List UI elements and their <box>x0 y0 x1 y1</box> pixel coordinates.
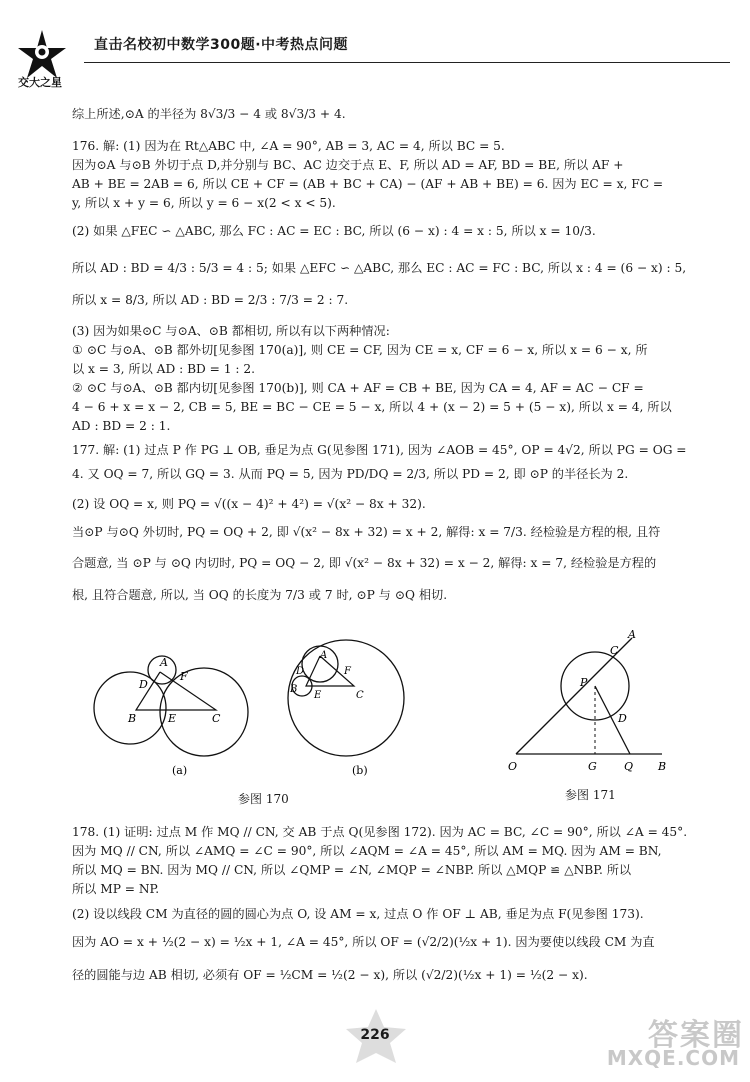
point-label: D <box>296 666 305 677</box>
header-rule <box>84 62 730 63</box>
text-line: 综上所述,⊙A 的半径为 8√3/3 − 4 或 8√3/3 + 4. <box>72 107 346 121</box>
text-line: 径的圆能与边 AB 相切, 必须有 OF = ½CM = ½(2 − x), 所以 (√2/2)(½x + 1) = ½(2 − x). <box>72 968 588 982</box>
figure-caption: 参图 171 <box>565 788 616 802</box>
text-line: 合题意, 当 ⊙P 与 ⊙Q 内切时, PQ = OQ − 2, 即 √(x² − 8x + 32) = x − 2, 解得: x = 7, 经检验是方程的 <box>72 556 657 570</box>
point-label: Q <box>624 760 634 773</box>
text-line: (3) 因为如果⊙C 与⊙A、⊙B 都相切, 所以有以下两种情况: <box>72 324 390 338</box>
text-line: 因为⊙A 与⊙B 外切于点 D,并分别与 BC、AC 边交于点 E、F, 所以 AD = AF, BD = BE, 所以 AF + <box>72 158 624 172</box>
text-line: 因为 MQ // CN, 所以 ∠AMQ = ∠C = 90°, 所以 ∠AQM = ∠A = 45°, 所以 AM = MQ. 因为 AM = BN, <box>72 844 662 858</box>
text-line: 因为 AO = x + ½(2 − x) = ½x + 1, ∠A = 45°, 所以 OF = (√2/2)(½x + 1). 因为要使以线段 CM 为直 <box>72 935 655 949</box>
point-label: D <box>139 678 148 691</box>
text-line: 以 x = 3, 所以 AD : BD = 1 : 2. <box>72 362 255 376</box>
subfigure-label: (a) <box>172 764 188 777</box>
text-line: ① ⊙C 与⊙A、⊙B 都外切[见参图 170(a)], 则 CE = CF, 因为 CE = x, CF = 6 − x, 所以 x = 6 − x, 所 <box>72 343 648 357</box>
point-label: A <box>320 650 328 661</box>
point-label: D <box>618 712 627 725</box>
text-line: 根, 且符合题意, 所以, 当 OQ 的长度为 7/3 或 7 时, ⊙P 与 ⊙Q 相切. <box>72 588 448 602</box>
text-line: 当⊙P 与⊙Q 外切时, PQ = OQ + 2, 即 √(x² − 8x + 32) = x + 2, 解得: x = 7/3. 经检验是方程的根, 且符 <box>72 525 661 539</box>
point-label: O <box>508 760 518 773</box>
text-line: 4. 又 OQ = 7, 所以 GQ = 3. 从而 PQ = 5, 因为 PD/DQ = 2/3, 所以 PD = 2, 即 ⊙P 的半径长为 2. <box>72 467 629 481</box>
subfigure-label: (b) <box>352 764 368 777</box>
text-line: 176. 解: (1) 因为在 Rt△ABC 中, ∠A = 90°, AB = 3, AC = 4, 所以 BC = 5. <box>72 139 505 153</box>
point-label: F <box>344 666 351 677</box>
point-label: F <box>180 670 188 683</box>
text-line: (2) 设以线段 CM 为直径的圆的圆心为点 O, 设 AM = x, 过点 O 作 OF ⊥ AB, 垂足为点 F(见参图 173). <box>72 907 644 921</box>
text-line: (2) 设 OQ = x, 则 PQ = √((x − 4)² + 4²) = √(x² − 8x + 32). <box>72 497 426 511</box>
logo-text: 交大之星 <box>18 76 62 88</box>
point-label: B <box>290 684 298 695</box>
point-label: G <box>588 760 597 773</box>
text-line: 178. (1) 证明: 过点 M 作 MQ // CN, 交 AB 于点 Q(见参图 172). 因为 AC = BC, ∠C = 90°, 所以 ∠A = 45°. <box>72 825 688 839</box>
text-line: y, 所以 x + y = 6, 所以 y = 6 − x(2 < x < 5). <box>72 196 336 210</box>
text-line: 所以 x = 8/3, 所以 AD : BD = 2/3 : 7/3 = 2 : 7. <box>72 293 349 307</box>
point-label: B <box>658 760 667 773</box>
point-label: A <box>628 628 636 641</box>
header-title: 直击名校初中数学300题·中考热点问题 <box>94 37 349 53</box>
text-line: AB + BE = 2AB = 6, 所以 CE + CF = (AB + BC + CA) − (AF + AB + BE) = 6. 因为 EC = x, FC = <box>72 177 664 191</box>
text-line: 4 − 6 + x = x − 2, CB = 5, BE = BC − CE = 5 − x, 所以 4 + (x − 2) = 5 + (5 − x), 所以 x = 4, 所以 <box>72 400 672 414</box>
point-label: C <box>356 690 364 701</box>
figure-171 <box>500 628 680 778</box>
logo-icon <box>14 28 84 88</box>
figure-caption: 参图 170 <box>238 792 289 806</box>
point-label: E <box>314 690 322 701</box>
text-line: 所以 MP = NP. <box>72 882 160 896</box>
text-line: ② ⊙C 与⊙A、⊙B 都内切[见参图 170(b)], 则 CA + AF = CB + BE, 因为 CA = 4, AF = AC − CF = <box>72 381 644 395</box>
point-label: P <box>580 676 588 689</box>
watermark: 答案圈 <box>648 1018 744 1053</box>
text-line: 所以 MQ = BN. 因为 MQ // CN, 所以 ∠QMP = ∠N, ∠MQP = ∠NBP. 所以 △MQP ≌ △NBP. 所以 <box>72 863 632 877</box>
text-line: 177. 解: (1) 过点 P 作 PG ⊥ OB, 垂足为点 G(见参图 171), 因为 ∠AOB = 45°, OP = 4√2, 所以 PG = OG = <box>72 443 687 457</box>
figure-170b <box>282 612 442 782</box>
point-label: B <box>128 712 137 725</box>
text-line: AD : BD = 2 : 1. <box>72 419 171 433</box>
point-label: E <box>168 712 177 725</box>
page-number: 226 <box>360 1027 390 1043</box>
point-label: A <box>160 656 168 669</box>
figure-170a <box>92 632 252 782</box>
text-line: 所以 AD : BD = 4/3 : 5/3 = 4 : 5; 如果 △EFC ∽ △ABC, 那么 EC : AC = FC : BC, 所以 x : 4 = (6 − x) : 5, <box>72 261 687 275</box>
text-line: (2) 如果 △FEC ∽ △ABC, 那么 FC : AC = EC : BC, 所以 (6 − x) : 4 = x : 5, 所以 x = 10/3. <box>72 224 596 238</box>
point-label: C <box>610 644 619 657</box>
watermark-url: MXQE.COM <box>606 1046 740 1070</box>
point-label: C <box>212 712 221 725</box>
page-header <box>14 28 744 88</box>
